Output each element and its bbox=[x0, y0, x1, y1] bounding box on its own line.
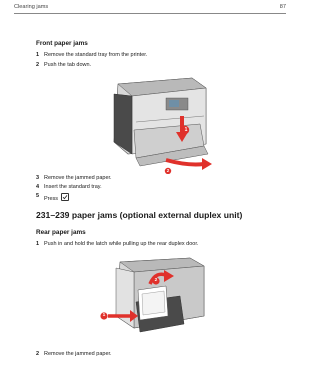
front-jam-printer-illustration bbox=[96, 74, 216, 174]
duplex-section-title: 231–239 paper jams (optional external duplex unit) bbox=[36, 210, 243, 220]
callout-1: 1 bbox=[102, 313, 106, 318]
step-text: Push the tab down. bbox=[44, 62, 92, 68]
header-rule bbox=[14, 13, 286, 14]
step-number: 5 bbox=[36, 193, 40, 199]
step-text: Press bbox=[44, 196, 59, 202]
callout-2: 2 bbox=[154, 278, 158, 283]
step-text: Push in and hold the latch while pulling up the rear duplex door. bbox=[44, 241, 199, 247]
step-text: Remove the standard tray from the printer. bbox=[44, 52, 148, 58]
step-number: 2 bbox=[36, 351, 40, 357]
duplex-jam-printer-illustration bbox=[94, 254, 210, 340]
section-title: Clearing jams bbox=[14, 4, 49, 10]
callout-1: 1 bbox=[184, 127, 188, 133]
step-number: 4 bbox=[36, 184, 40, 190]
step-number: 1 bbox=[36, 241, 40, 247]
step-text: Remove the jammed paper. bbox=[44, 175, 112, 181]
page-number: 87 bbox=[279, 4, 286, 10]
step-number: 3 bbox=[36, 175, 40, 181]
step-text: Remove the jammed paper. bbox=[44, 351, 112, 357]
callout-2: 2 bbox=[166, 168, 170, 173]
checkmark-key-icon bbox=[61, 193, 69, 201]
rear-jams-heading: Rear paper jams bbox=[36, 229, 86, 236]
step-number: 1 bbox=[36, 52, 40, 58]
front-jams-heading: Front paper jams bbox=[36, 40, 88, 47]
step-text: Insert the standard tray. bbox=[44, 184, 102, 190]
step-number: 2 bbox=[36, 62, 40, 68]
